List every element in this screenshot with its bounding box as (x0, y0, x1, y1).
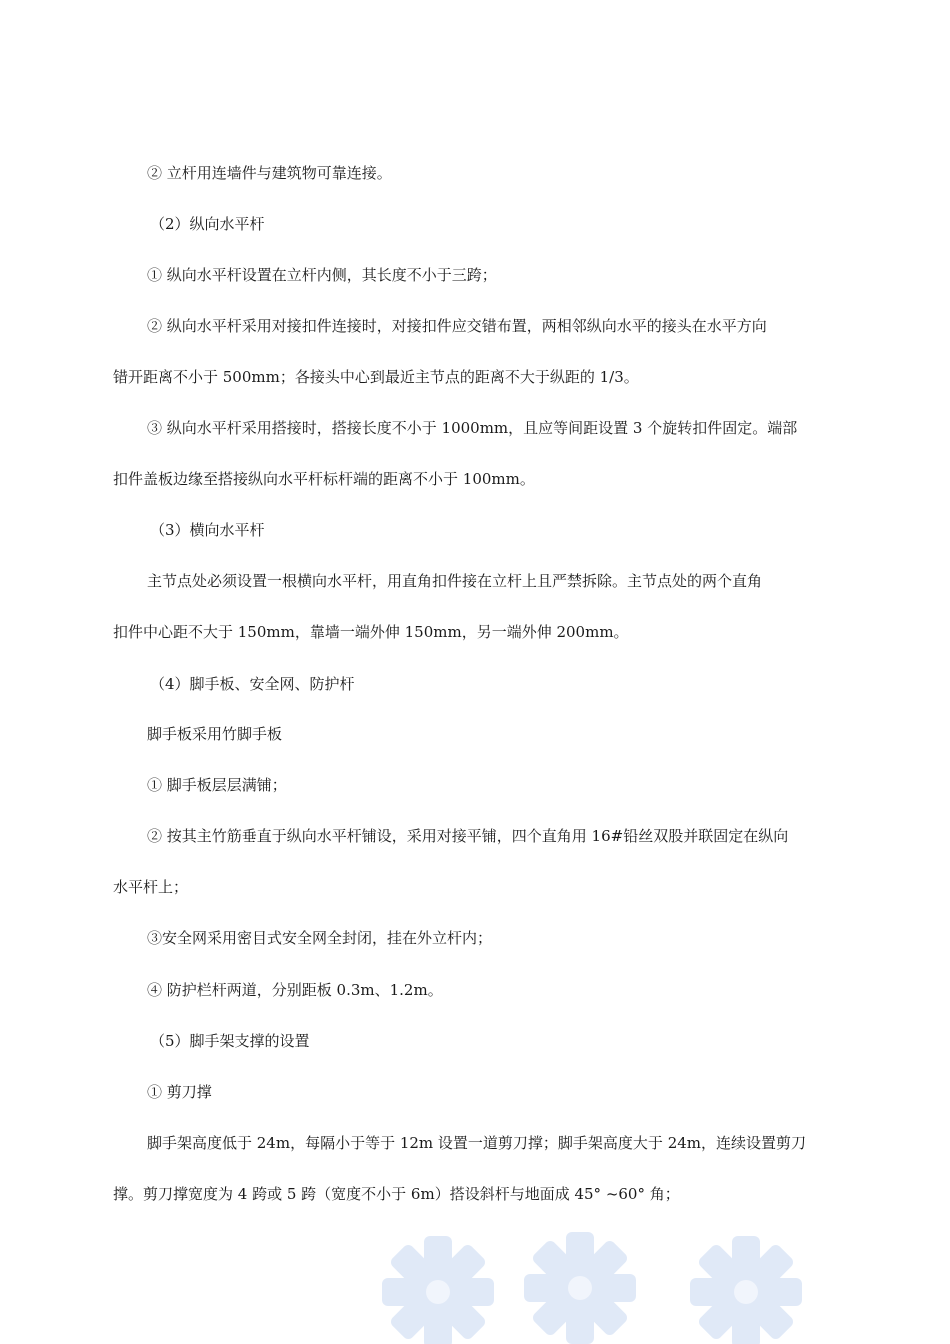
paragraph-line: 扣件中心距不大于 150mm，靠墙一端外伸 150mm，另一端外伸 200mm。 (113, 623, 629, 641)
paragraph-line: 水平杆上； (113, 878, 189, 896)
section-heading-5: （5）脚手架支撑的设置 (150, 1032, 310, 1050)
paragraph-line: ② 纵向水平杆采用对接扣件连接时，对接扣件应交错布置，两相邻纵向水平的接头在水平方向 (147, 317, 767, 335)
paragraph-line: 撑。剪刀撑宽度为 4 跨或 5 跨（宽度不小于 6m）搭设斜杆与地面成 45° ~60° 角； (113, 1185, 680, 1203)
paragraph-line: 脚手板采用竹脚手板 (147, 725, 283, 743)
paragraph-line: 扣件盖板边缘至搭接纵向水平杆标杆端的距离不小于 100mm。 (113, 470, 535, 488)
section-heading-2: （2）纵向水平杆 (150, 215, 265, 233)
paragraph-line: ④ 防护栏杆两道，分别距板 0.3m、1.2m。 (147, 981, 443, 999)
paragraph-line: 主节点处必须设置一根横向水平杆，用直角扣件接在立杆上且严禁拆除。主节点处的两个直角 (147, 572, 763, 590)
paragraph-line: ② 立杆用连墙件与建筑物可靠连接。 (147, 164, 392, 182)
paragraph-line: 脚手架高度低于 24m，每隔小于等于 12m 设置一道剪刀撑；脚手架高度大于 24m，连续设置剪刀 (147, 1134, 807, 1152)
paragraph-line: 错开距离不小于 500mm；各接头中心到最近主节点的距离不大于纵距的 1/3。 (113, 368, 639, 386)
paragraph-line: ① 脚手板层层满铺； (147, 776, 287, 794)
paragraph-line: ① 纵向水平杆设置在立杆内侧，其长度不小于三跨； (147, 266, 497, 284)
section-heading-3: （3）横向水平杆 (150, 521, 265, 539)
paragraph-line: ① 剪刀撑 (147, 1083, 212, 1101)
paragraph-line: ③ 纵向水平杆采用搭接时，搭接长度不小于 1000mm，且应等间距设置 3 个旋转扣件固定。端部 (147, 419, 798, 437)
section-heading-4: （4）脚手板、安全网、防护杆 (150, 675, 355, 693)
paragraph-line: ② 按其主竹筋垂直于纵向水平杆铺设，采用对接平铺，四个直角用 16#铅丝双股并联固定在纵向 (147, 827, 789, 845)
paragraph-line: ③安全网采用密目式安全网全封闭，挂在外立杆内； (147, 929, 493, 947)
snowflake-watermark-icon (380, 1228, 820, 1344)
